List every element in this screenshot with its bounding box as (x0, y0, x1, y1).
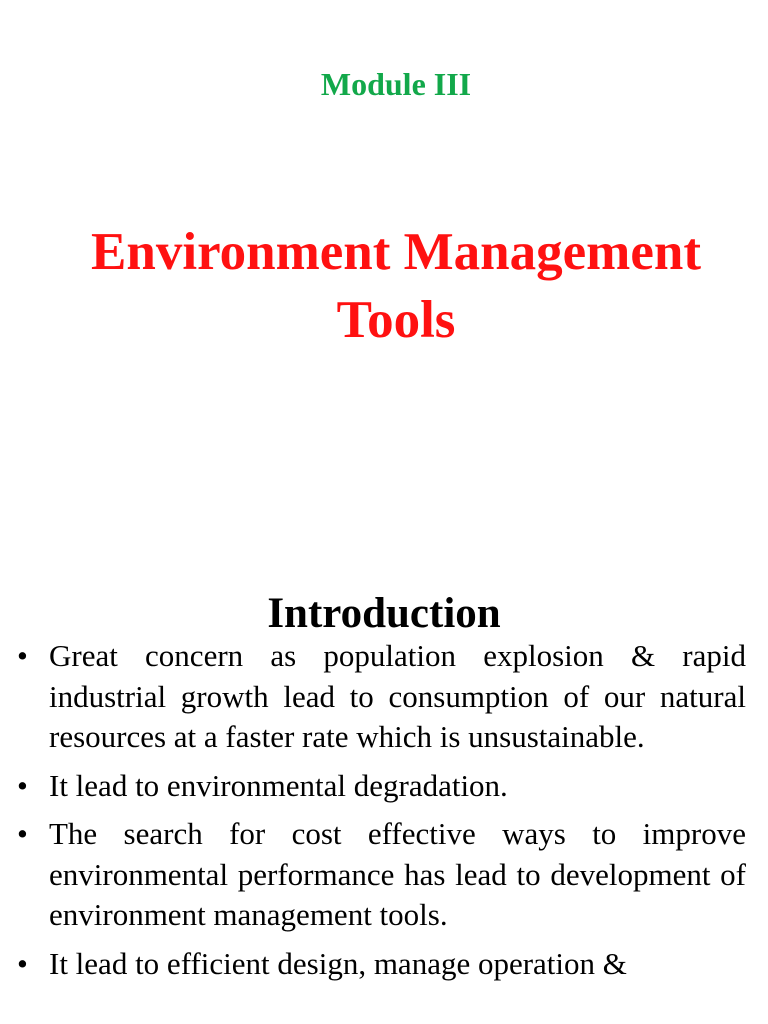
bullet-icon: • (17, 638, 28, 673)
slide-title-line-1: Environment Management (91, 223, 701, 281)
bullet-icon: • (17, 767, 28, 803)
list-item (0, 766, 768, 807)
bullet-icon: • (17, 945, 28, 981)
bullet-text: It lead to efficient design, manage operation & (49, 945, 627, 981)
slide-title-line-2: Tools (336, 291, 456, 349)
section-heading: Introduction (267, 590, 501, 637)
list-item (0, 944, 768, 985)
module-label: Module III (320, 66, 472, 102)
introduction-slide (0, 560, 768, 1024)
slide-title (0, 218, 768, 354)
bullet-text: The search for cost effective ways to improve environmental performance has lead to development of environment management tools. (49, 816, 746, 932)
bullet-text: Great concern as population explosion & rapid industrial growth lead to consumption of our natural resources at a faster rate which is unsustainable. (49, 638, 746, 754)
list-item (0, 636, 768, 758)
bullet-text: It lead to environmental degradation. (49, 767, 508, 803)
bullet-icon: • (17, 816, 28, 851)
list-item (0, 814, 768, 936)
bullet-list (0, 636, 768, 992)
